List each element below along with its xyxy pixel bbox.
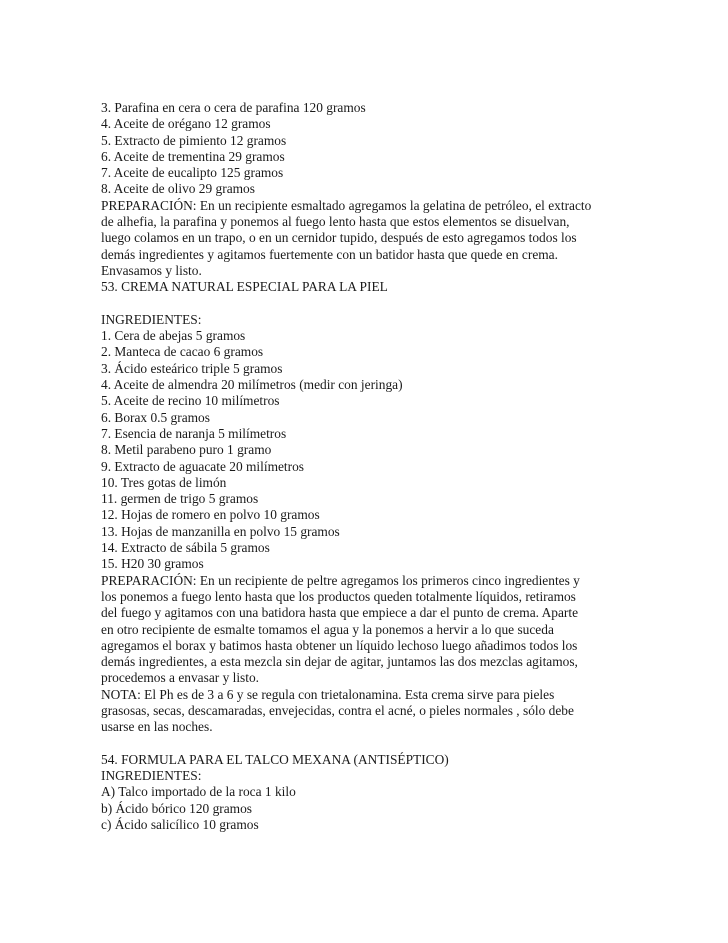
ingredient-line: 13. Hojas de manzanilla en polvo 15 gramos <box>101 523 340 539</box>
preparation-line: agregamos el borax y batimos hasta obtener un líquido lechoso luego añadimos todos los <box>101 637 578 653</box>
preparation-line: demás ingredientes, a esta mezcla sin dejar de agitar, juntamos las dos mezclas agitamos, <box>101 654 578 670</box>
ingredient-line: 7. Esencia de naranja 5 milímetros <box>101 425 287 441</box>
blank-line <box>101 296 701 312</box>
section-53-note <box>101 687 701 736</box>
ingredient-line: 3. Ácido esteárico triple 5 gramos <box>101 360 283 376</box>
section-53-ingredients-heading: INGREDIENTES: <box>101 311 202 327</box>
section-1-preparation <box>101 198 701 279</box>
ingredient-line: 5. Aceite de recino 10 milímetros <box>101 393 280 409</box>
document-page <box>101 100 701 833</box>
note-line: NOTA: El Ph es de 3 a 6 y se regula con trietalonamina. Esta crema sirve para pieles <box>101 686 555 702</box>
ingredient-line: 12. Hojas de romero en polvo 10 gramos <box>101 507 320 523</box>
preparation-line: Envasamos y listo. <box>101 262 202 278</box>
ingredient-line: 14. Extracto de sábila 5 gramos <box>101 540 270 556</box>
section-54-ingredients <box>101 784 701 833</box>
ingredient-line: 4. Aceite de almendra 20 milímetros (medir con jeringa) <box>101 377 403 393</box>
preparation-line: de alhefia, la parafina y ponemos al fuego lento hasta que estos elementos se disuelvan, <box>101 214 570 230</box>
preparation-line: los ponemos a fuego lento hasta que los productos queden totalmente líquidos, retiramos <box>101 588 576 604</box>
ingredient-line: 6. Aceite de trementina 29 gramos <box>101 148 285 164</box>
ingredient-line: 1. Cera de abejas 5 gramos <box>101 328 246 344</box>
ingredient-line: 9. Extracto de aguacate 20 milímetros <box>101 458 305 474</box>
section-53-title: 53. CREMA NATURAL ESPECIAL PARA LA PIEL <box>101 279 388 295</box>
section-1-ingredients <box>101 100 701 198</box>
preparation-line: PREPARACIÓN: En un recipiente de peltre agregamos los primeros cinco ingredientes y <box>101 572 580 588</box>
ingredient-line: 10. Tres gotas de limón <box>101 474 227 490</box>
ingredient-line: A) Talco importado de la roca 1 kilo <box>101 784 296 800</box>
section-54-ingredients-heading: INGREDIENTES: <box>101 768 202 784</box>
note-line: grasosas, secas, descamaradas, envejecidas, contra el acné, o pieles normales , sólo debe <box>101 702 574 718</box>
preparation-line: del fuego y agitamos con una batidora hasta que empiece a dar el punto de crema. Aparte <box>101 605 579 621</box>
preparation-line: demás ingredientes y agitamos fuertemente con un batidor hasta que quede en crema. <box>101 246 558 262</box>
ingredient-line: 2. Manteca de cacao 6 gramos <box>101 344 264 360</box>
ingredient-line: 15. H20 30 gramos <box>101 556 204 572</box>
section-53-ingredients <box>101 328 701 572</box>
ingredient-line: 7. Aceite de eucalipto 125 gramos <box>101 165 284 181</box>
section-53-preparation <box>101 573 701 687</box>
preparation-line: procedemos a envasar y listo. <box>101 670 260 686</box>
ingredient-line: 11. germen de trigo 5 gramos <box>101 491 259 507</box>
preparation-line: luego colamos en un trapo, o en un cernidor tupido, después de esto agregamos todos los <box>101 230 577 246</box>
section-54-title: 54. FORMULA PARA EL TALCO MEXANA (ANTISÉPTICO) <box>101 751 449 767</box>
preparation-line: en otro recipiente de esmalte tomamos el agua y la ponemos a hervir a lo que suceda <box>101 621 554 637</box>
ingredient-line: 6. Borax 0.5 gramos <box>101 409 210 425</box>
ingredient-line: 5. Extracto de pimiento 12 gramos <box>101 132 287 148</box>
preparation-line: PREPARACIÓN: En un recipiente esmaltado agregamos la gelatina de petróleo, el extracto <box>101 197 592 213</box>
ingredient-line: 8. Metil parabeno puro 1 gramo <box>101 442 272 458</box>
ingredient-line: 8. Aceite de olivo 29 gramos <box>101 181 255 197</box>
blank-line <box>101 736 701 752</box>
ingredient-line: b) Ácido bórico 120 gramos <box>101 800 252 816</box>
note-line: usarse en las noches. <box>101 719 213 735</box>
ingredient-line: 4. Aceite de orégano 12 gramos <box>101 116 271 132</box>
ingredient-line: c) Ácido salicílico 10 gramos <box>101 817 259 833</box>
ingredient-line: 3. Parafina en cera o cera de parafina 120 gramos <box>101 100 366 115</box>
